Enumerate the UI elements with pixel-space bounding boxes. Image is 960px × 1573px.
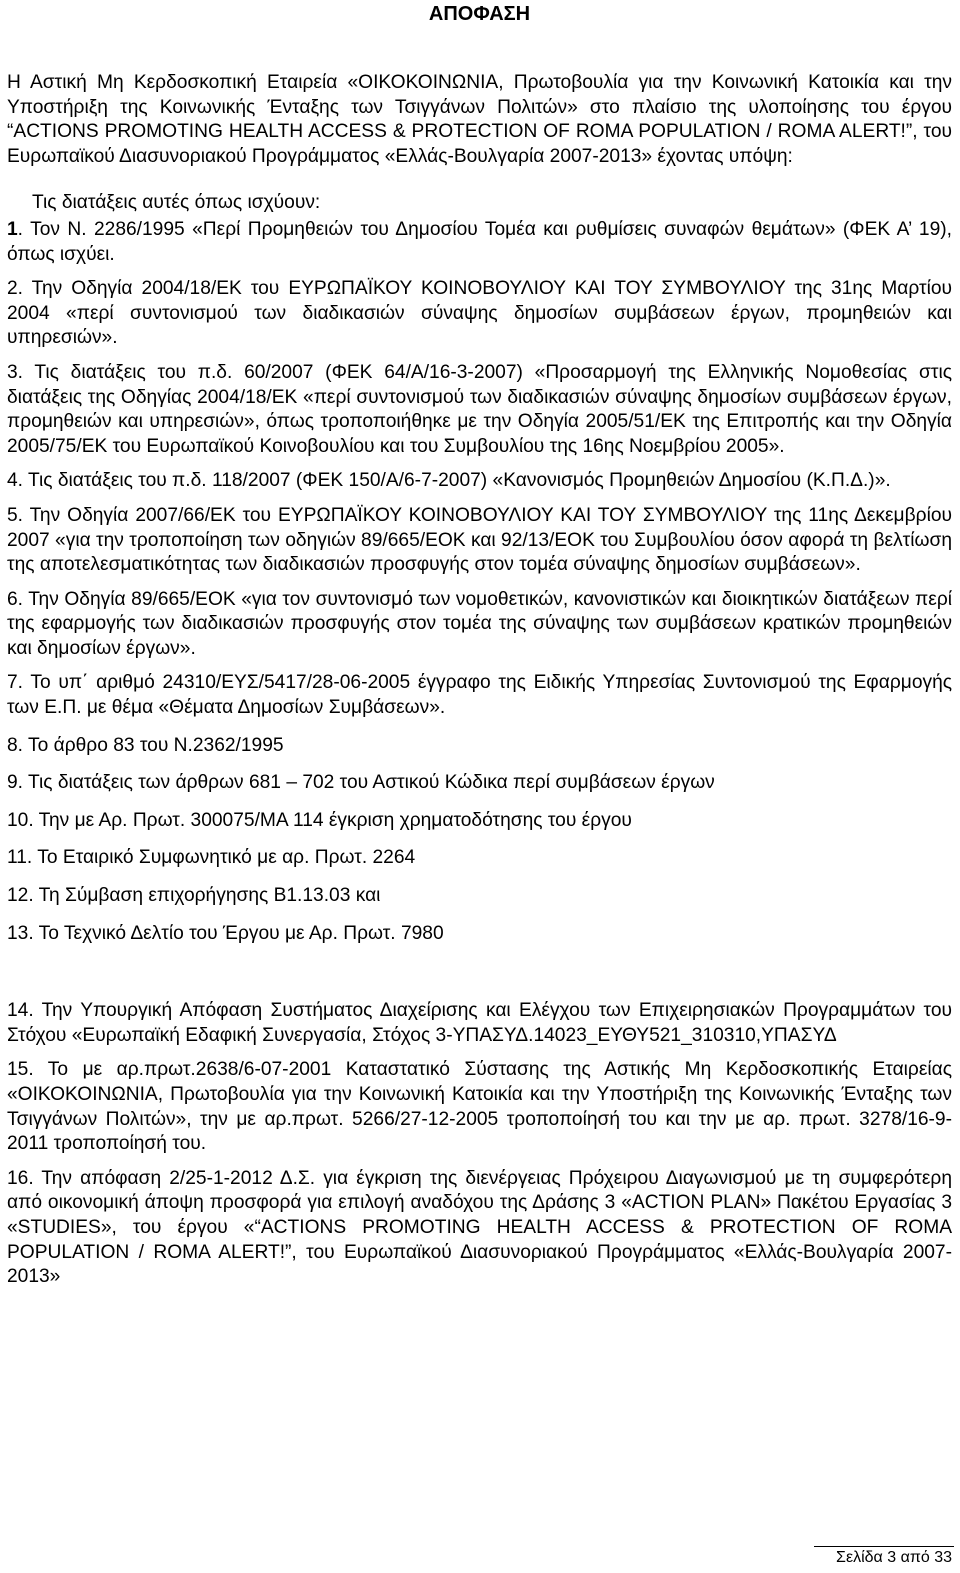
item-number: 5 — [7, 504, 18, 526]
item-text: . Το υπ΄ αριθμό 24310/ΕΥΣ/5417/28-06-2005 έγγραφο της Ειδικής Υπηρεσίας Συντονισμού της Εφαρμογής των Ε.Π. με θέμα «Θέματα Δημοσίων Συμβάσεων». — [7, 672, 952, 719]
page-title: ΑΠΟΦΑΣΗ — [428, 3, 531, 25]
item-text: . Τις διατάξεις του π.δ. 60/2007 (ΦΕΚ 64/Α/16-3-2007) «Προσαρμογή της Ελληνικής Νομοθεσίας στις διατάξεις της Οδηγίας 2004/18/ΕΚ «περί συντονισμού των διαδικασιών σύναψης δημοσίων συμβάσεων έργων, προμηθειών και υπηρεσιών», όπως τροποποιήθηκε με την Οδηγία 2005/51/ΕΚ της Επιτροπής και την Οδηγία 2005/75/ΕΚ του Ευρωπαϊκού Κοινοβουλίου και του Συμβουλίου της 16ης Νοεμβρίου 2005». — [7, 361, 952, 457]
list-item-15 — [7, 1058, 952, 1156]
list-item-12 — [7, 884, 952, 909]
list-item-9 — [7, 771, 952, 796]
list-item-10 — [7, 809, 952, 834]
list-item-4 — [7, 469, 952, 494]
considering-line: Τις διατάξεις αυτές όπως ισχύουν: — [32, 192, 321, 214]
item-number: 7 — [7, 672, 18, 694]
item-number: 10 — [7, 809, 29, 831]
item-text: . Το με αρ.πρωτ.2638/6-07-2001 Καταστατικό Σύστασης της Αστικής Μη Κερδοσκοπικής Εταιρείας «ΟΙΚΟΚΟΙΝΩΝΙΑ, Πρωτοβουλία για την Κοινωνική Κατοικία και την Υποστήριξη της Κοινωνικής Ένταξης των Τσιγγάνων Πολιτών», την με αρ.πρωτ. 5266/27-12-2005 τροποποίησή του και την με αρ. πρωτ. 3278/16-9-2011 τροποποίησή του. — [7, 1059, 952, 1155]
item-text: . Την Οδηγία 2007/66/ΕΚ του ΕΥΡΩΠΑΪΚΟΥ ΚΟΙΝΟΒΟΥΛΙΟΥ ΚΑΙ ΤΟΥ ΣΥΜΒΟΥΛΙΟΥ της 11ης Δεκεμβρίου 2007 «για την τροποποίηση των οδηγιών 89/665/ΕΟΚ και 92/13/ΕΟΚ του Συμβουλίου όσον αφορά τη βελτίωση της αποτελεσματικότητας των διαδικασιών προσφυγής στον τομέα σύναψης δημοσίων συμβάσεων». — [7, 504, 952, 576]
item-text: . Την Οδηγία 2004/18/ΕΚ του ΕΥΡΩΠΑΪΚΟΥ ΚΟΙΝΟΒΟΥΛΙΟΥ ΚΑΙ ΤΟΥ ΣΥΜΒΟΥΛΙΟΥ της 31ης Μαρτίου 2004 «περί συντονισμού των διαδικασιών σύναψης δημοσίων συμβάσεων έργων, προμηθειών και υπηρεσιών». — [7, 278, 952, 349]
item-text: . Το άρθρο 83 του Ν.2362/1995 — [17, 734, 284, 756]
footer-divider — [814, 1546, 954, 1547]
item-number: 3 — [7, 361, 18, 383]
list-item-2 — [7, 277, 952, 351]
item-text: . Την Οδηγία 89/665/ΕΟΚ «για τον συντονισμό των νομοθετικών, κανονιστικών και διοικητικών διατάξεων περί της εφαρμογής των διαδικασιών προσφυγής στον τομέα της σύναψης των συμβάσεων κρατικών προμηθειών και δημοσίων έργων». — [7, 588, 952, 659]
item-number: 15 — [7, 1059, 29, 1081]
item-text: . Το Τεχνικό Δελτίο του Έργου με Αρ. Πρωτ. 7980 — [28, 922, 444, 944]
list-item-7 — [7, 671, 952, 720]
item-text: . Τις διατάξεις των άρθρων 681 – 702 του Αστικού Κώδικα περί συμβάσεων έργων — [17, 772, 715, 794]
item-number: 12 — [7, 885, 29, 907]
item-number: 1 — [7, 218, 18, 240]
list-item-6 — [7, 588, 952, 662]
item-number: 16 — [7, 1167, 29, 1189]
item-text: . Την Υπουργική Απόφαση Συστήματος Διαχείρισης και Ελέγχου των Επιχειρησιακών Προγραμμάτων του Στόχου «Ευρωπαϊκή Εδαφική Συνεργασία, Στόχος 3-ΥΠΑΣΥΔ.14023_ΕΥΘΥ521_310310,ΥΠΑΣΥΔ — [7, 1000, 952, 1046]
list-item-16 — [7, 1167, 952, 1290]
item-number: 8 — [7, 734, 18, 756]
item-number: 11 — [7, 847, 27, 869]
list-item-1 — [7, 218, 952, 267]
item-number: 14 — [7, 1000, 29, 1022]
item-text: . Τον Ν. 2286/1995 «Περί Προμηθειών του Δημοσίου Τομέα και ρυθμίσεις συναφών θεμάτων» (ΦΕΚ Α’ 19), όπως ισχύει. — [7, 218, 952, 265]
item-text: . Τις διατάξεις του π.δ. 118/2007 (ΦΕΚ 150/Α/6-7-2007) «Κανονισμός Προμηθειών Δημοσίου (Κ.Π.Δ.)». — [17, 470, 891, 492]
item-text: . Τη Σύμβαση επιχορήγησης Β1.13.03 και — [28, 885, 381, 907]
list-item-5 — [7, 504, 952, 578]
intro-paragraph: Η Αστική Μη Κερδοσκοπική Εταιρεία «ΟΙΚΟΚΟΙΝΩΝΙΑ, Πρωτοβουλία για την Κοινωνική Κατοικία και την Υποστήριξη της Κοινωνικής Ένταξης των Τσιγγάνων Πολιτών» στο πλαίσιο της υλοποίησης του έργου “ACTIONS PROMOTING HEALTH ACCESS & PROTECTION OF ROMA POPULATION / ROMA ALERT!”, του Ευρωπαϊκού Διασυνοριακού Προγράμματος «Ελλάς-Βουλγαρία 2007-2013» έχοντας υπόψη: — [7, 72, 952, 167]
item-number: 2 — [7, 278, 18, 300]
list-item-8 — [7, 734, 952, 759]
item-number: 9 — [7, 772, 18, 794]
item-number: 13 — [7, 922, 29, 944]
item-text: . Το Εταιρικό Συμφωνητικό με αρ. Πρωτ. 2264 — [26, 847, 416, 869]
list-item-14 — [7, 999, 952, 1048]
item-text: . Την με Αρ. Πρωτ. 300075/ΜΑ 114 έγκριση χρηματοδότησης του έργου — [28, 809, 632, 831]
list-item-11 — [7, 846, 952, 871]
item-text: . Την απόφαση 2/25-1-2012 Δ.Σ. για έγκριση της διενέργειας Πρόχειρου Διαγωνισμού με τη συμφερότερη από οικονομική άποψη προσφορά για επιλογή αναδόχου της Δράσης 3 «ACTION PLAN» Πακέτου Εργασίας 3 «STUDIES», του έργου «“ACTIONS PROMOTING HEALTH ACCESS & PROTECTION OF ROMA POPULATION / ROMA ALERT!”, του Ευρωπαϊκού Διασυνοριακού Προγράμματος «Ελλάς-Βουλγαρία 2007-2013» — [7, 1167, 952, 1288]
item-number: 6 — [7, 588, 18, 610]
page-number: Σελίδα 3 από 33 — [836, 1549, 952, 1566]
list-item-13 — [7, 922, 952, 947]
document-page — [7, 0, 952, 1290]
list-item-3 — [7, 361, 952, 459]
item-number: 4 — [7, 470, 18, 492]
